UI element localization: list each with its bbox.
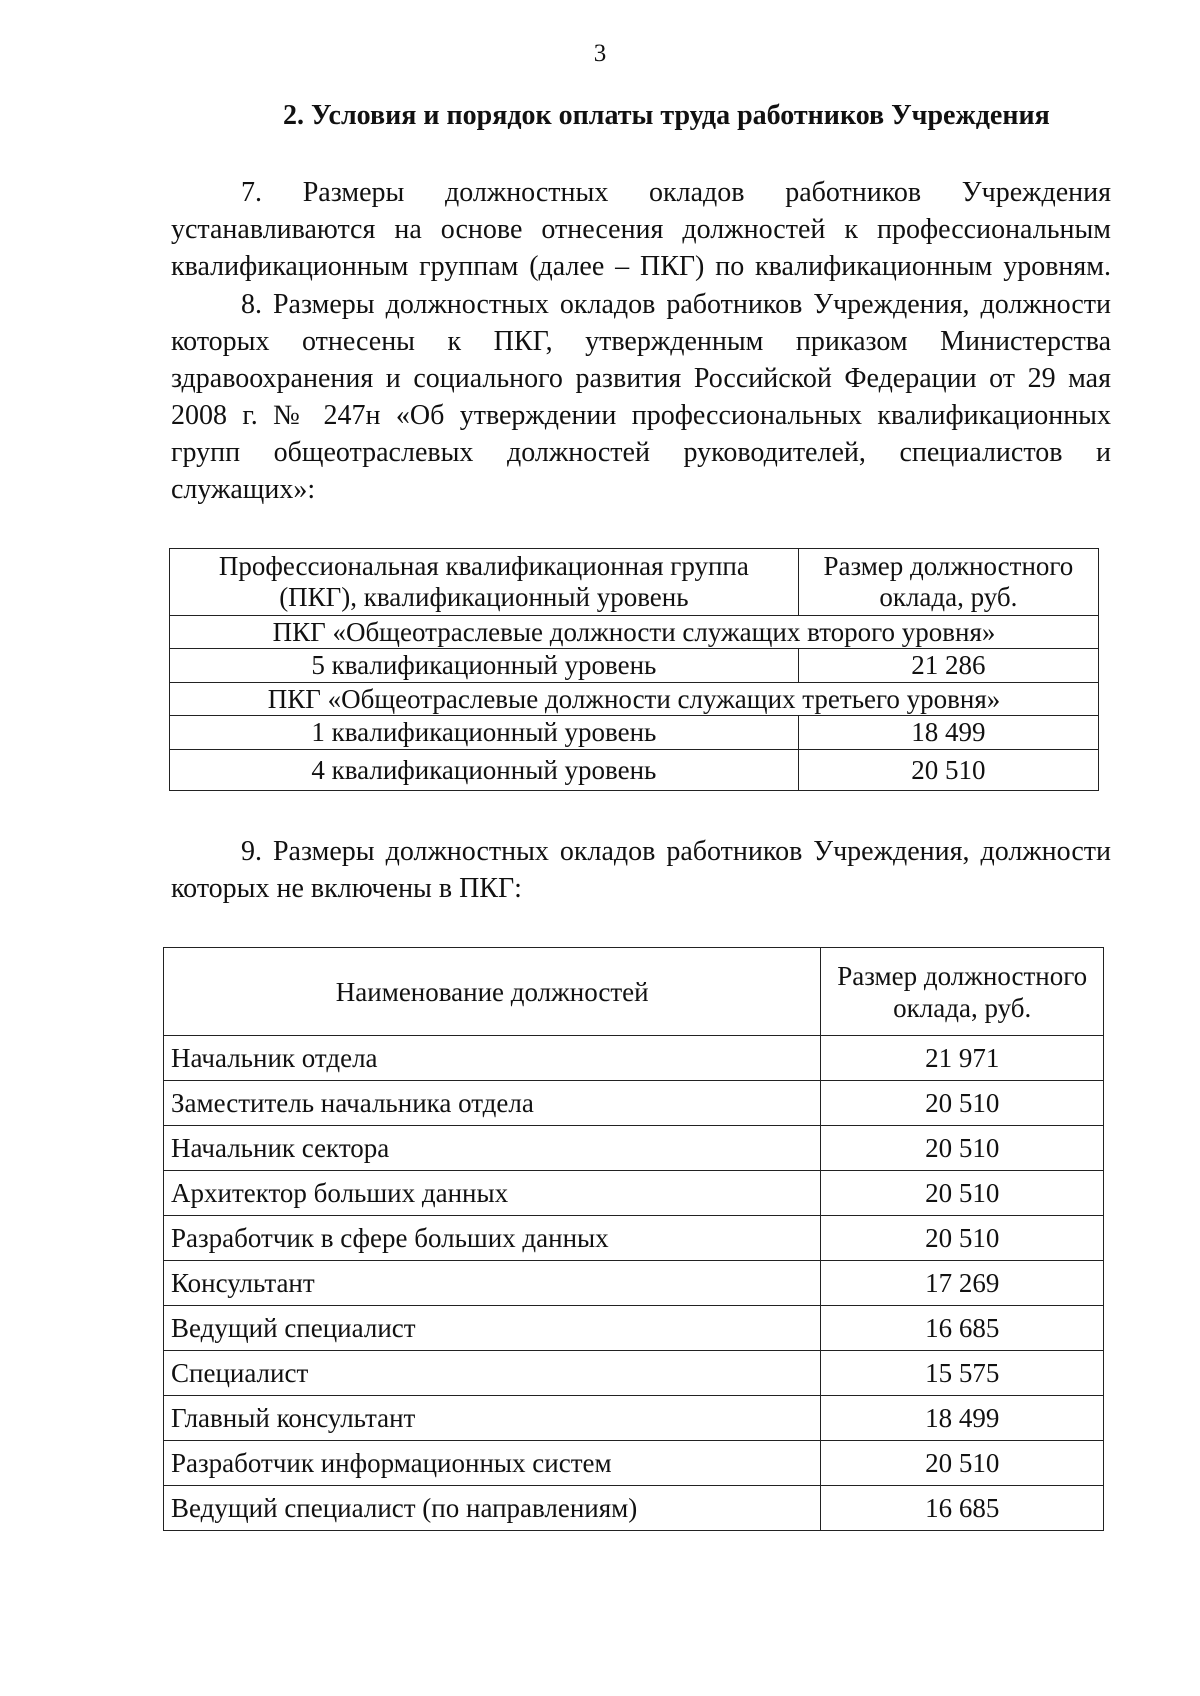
- paragraph-line: здравоохранения и социального развития Российской Федерации от 29 мая: [171, 363, 1111, 394]
- table-row: [164, 1486, 1104, 1531]
- salary-cell: 21 286: [798, 649, 1098, 683]
- table-row: [170, 750, 1099, 791]
- salary-cell: 20 510: [798, 750, 1098, 791]
- table-row: [164, 1261, 1104, 1306]
- position-name-cell: Разработчик в сфере больших данных: [164, 1216, 821, 1261]
- table-row: [164, 1396, 1104, 1441]
- paragraph-line: которых отнесены к ПКГ, утвержденным приказом Министерства: [171, 326, 1111, 357]
- paragraph-line: служащих»:: [171, 474, 316, 505]
- salary-header-cell: [821, 948, 1104, 1036]
- salary-cell: 20 510: [821, 1441, 1104, 1486]
- table-row: [164, 1216, 1104, 1261]
- level-cell: 4 квалификационный уровень: [170, 750, 799, 791]
- position-name-cell: Начальник отдела: [164, 1036, 821, 1081]
- salary-cell: 20 510: [821, 1171, 1104, 1216]
- pkg-group-title: ПКГ «Общеотраслевые должности служащих третьего уровня»: [170, 683, 1099, 716]
- salary-cell: 21 971: [821, 1036, 1104, 1081]
- salary-cell: 20 510: [821, 1216, 1104, 1261]
- salary-cell: 16 685: [821, 1486, 1104, 1531]
- salary-cell: 20 510: [821, 1126, 1104, 1171]
- header-text: Размер должностного: [823, 551, 1074, 581]
- paragraph-line: 8. Размеры должностных окладов работников Учреждения, должности: [241, 289, 1111, 320]
- pkg-header-cell: [170, 549, 799, 616]
- position-name-cell: Специалист: [164, 1351, 821, 1396]
- salary-cell: 15 575: [821, 1351, 1104, 1396]
- pkg-group-title: ПКГ «Общеотраслевые должности служащих второго уровня»: [170, 616, 1099, 649]
- position-name-cell: Консультант: [164, 1261, 821, 1306]
- paragraph-line: групп общеотраслевых должностей руководителей, специалистов и: [171, 437, 1111, 468]
- table-header-row: [170, 549, 1099, 616]
- pkg-salary-table: [169, 548, 1099, 791]
- position-name-cell: Ведущий специалист (по направлениям): [164, 1486, 821, 1531]
- position-name-cell: Архитектор больших данных: [164, 1171, 821, 1216]
- paragraph-line: устанавливаются на основе отнесения должностей к профессиональным: [171, 214, 1111, 245]
- salary-header-cell: [798, 549, 1098, 616]
- salary-cell: 18 499: [821, 1396, 1104, 1441]
- table-row: [164, 1171, 1104, 1216]
- paragraph-7: [171, 174, 1111, 285]
- paragraph-line: квалификационным группам (далее – ПКГ) по квалификационным уровням.: [171, 251, 1111, 282]
- table-header-row: [164, 948, 1104, 1036]
- header-text: (ПКГ), квалификационный уровень: [279, 582, 689, 612]
- paragraph-line: 9. Размеры должностных окладов работников Учреждения, должности: [241, 836, 1111, 867]
- paragraph-8: [171, 286, 1111, 508]
- table-row: [164, 1351, 1104, 1396]
- paragraph-9: [171, 833, 1111, 907]
- position-name-cell: Ведущий специалист: [164, 1306, 821, 1351]
- section-title: 2. Условия и порядок оплаты труда работников Учреждения: [283, 100, 1050, 131]
- table-row: [170, 649, 1099, 683]
- pkg-group-row: [170, 616, 1099, 649]
- header-text: Профессиональная квалификационная группа: [218, 551, 749, 581]
- header-text: Размер должностного: [837, 960, 1088, 991]
- table-row: [164, 1081, 1104, 1126]
- table-row: [164, 1036, 1104, 1081]
- header-text: оклада, руб.: [893, 992, 1032, 1023]
- table-row: [164, 1126, 1104, 1171]
- table-row: [164, 1441, 1104, 1486]
- paragraph-line: 2008 г. № 247н «Об утверждении профессиональных квалификационных: [171, 400, 1111, 431]
- pkg-group-row: [170, 683, 1099, 716]
- salary-cell: 20 510: [821, 1081, 1104, 1126]
- position-name-cell: Начальник сектора: [164, 1126, 821, 1171]
- paragraph-line: которых не включены в ПКГ:: [171, 873, 522, 904]
- position-name-cell: Главный консультант: [164, 1396, 821, 1441]
- salary-cell: 17 269: [821, 1261, 1104, 1306]
- paragraph-line: 7. Размеры должностных окладов работников Учреждения: [241, 177, 1111, 208]
- level-cell: 5 квалификационный уровень: [170, 649, 799, 683]
- position-name-cell: Разработчик информационных систем: [164, 1441, 821, 1486]
- salary-cell: 18 499: [798, 716, 1098, 750]
- level-cell: 1 квалификационный уровень: [170, 716, 799, 750]
- positions-salary-table: [163, 947, 1104, 1531]
- position-header-cell: Наименование должностей: [164, 948, 821, 1036]
- table-row: [164, 1306, 1104, 1351]
- position-name-cell: Заместитель начальника отдела: [164, 1081, 821, 1126]
- header-text: оклада, руб.: [879, 582, 1018, 612]
- page-number: 3: [593, 40, 607, 67]
- salary-cell: 16 685: [821, 1306, 1104, 1351]
- table-row: [170, 716, 1099, 750]
